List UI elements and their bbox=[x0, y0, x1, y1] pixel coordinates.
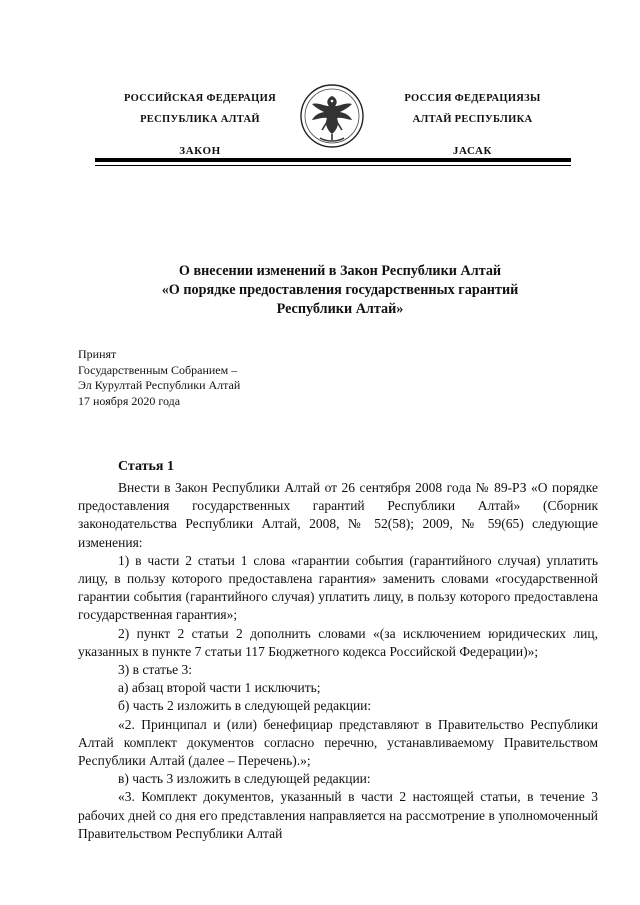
adoption-block bbox=[78, 347, 338, 409]
article-paragraph: «3. Комплект документов, указанный в части 2 настоящей статьи, в течение 3 рабочих дней со дня его представления направляется на рассмотрение в уполномоченный Правительством Республики Алтай bbox=[78, 789, 598, 841]
header-left-law-label: ЗАКОН bbox=[179, 145, 221, 157]
article-paragraph: 2) пункт 2 статьи 2 дополнить словами «(за исключением юридических лиц, указанных в пункте 7 статьи 117 Бюджетного кодекса Российской Федерации)»; bbox=[78, 625, 598, 659]
title-line-3: Республики Алтай» bbox=[276, 301, 404, 317]
adoption-line-2: Государственным Собранием – bbox=[78, 362, 238, 377]
article-paragraph: б) часть 2 изложить в следующей редакции: bbox=[118, 698, 372, 714]
article-paragraph: «2. Принципал и (или) бенефициар представляют в Правительство Республики Алтай комплект документов согласно перечню, устанавливаемому Правительством Республики Алтай (далее – Перечень).»; bbox=[78, 716, 598, 769]
article-heading: Статья 1 bbox=[118, 459, 174, 474]
article-paragraph: а) абзац второй части 1 исключить; bbox=[118, 680, 321, 696]
header-right-law-label: JАСАК bbox=[452, 145, 493, 157]
header-left-republic: РЕСПУБЛИКА АЛТАЙ bbox=[140, 114, 260, 125]
article-paragraph: в) часть 3 изложить в следующей редакции: bbox=[118, 771, 371, 787]
header-right bbox=[385, 88, 560, 162]
header-left bbox=[110, 88, 290, 162]
article-paragraph: 1) в части 2 статьи 1 слова «гарантии события (гарантийного случая) уплатить лицу, в пользу которого предоставлена гарантия» заменить словами «государственной гарантии события (гарантийного случая) уплатить лицу, в пользу которого предоставлена государственная гарантия»; bbox=[78, 552, 598, 623]
header-divider-thick bbox=[95, 158, 571, 162]
article-paragraph: 3) в статье 3: bbox=[118, 662, 192, 678]
header-left-country: РОССИЙСКАЯ ФЕДЕРАЦИЯ bbox=[124, 93, 276, 104]
header-divider-thin bbox=[95, 165, 571, 166]
article-body bbox=[78, 479, 598, 843]
article-paragraph: Внести в Закон Республики Алтай от 26 сентября 2008 года № 89-РЗ «О порядке предоставления государственных гарантий Республики Алтай» (Сборник законодательства Республики Алтай, 2008, № 52(58); 2009, № 59(65) следующие изменения: bbox=[78, 480, 598, 550]
title-line-1: О внесении изменений в Закон Республики Алтай bbox=[178, 263, 502, 279]
header-right-republic: АЛТАЙ РЕСПУБЛИКА bbox=[412, 114, 533, 125]
adoption-date: 17 ноября 2020 года bbox=[78, 393, 181, 408]
adoption-line-1: Принят bbox=[78, 347, 117, 361]
altai-coat-of-arms-icon bbox=[296, 82, 368, 150]
document-title bbox=[80, 262, 600, 319]
title-line-2: «О порядке предоставления государственных гарантий bbox=[161, 282, 519, 298]
adoption-line-3: Эл Курултай Республики Алтай bbox=[78, 378, 241, 393]
header-right-country: РОССИЯ ФЕДЕРАЦИЯЗЫ bbox=[404, 93, 541, 104]
